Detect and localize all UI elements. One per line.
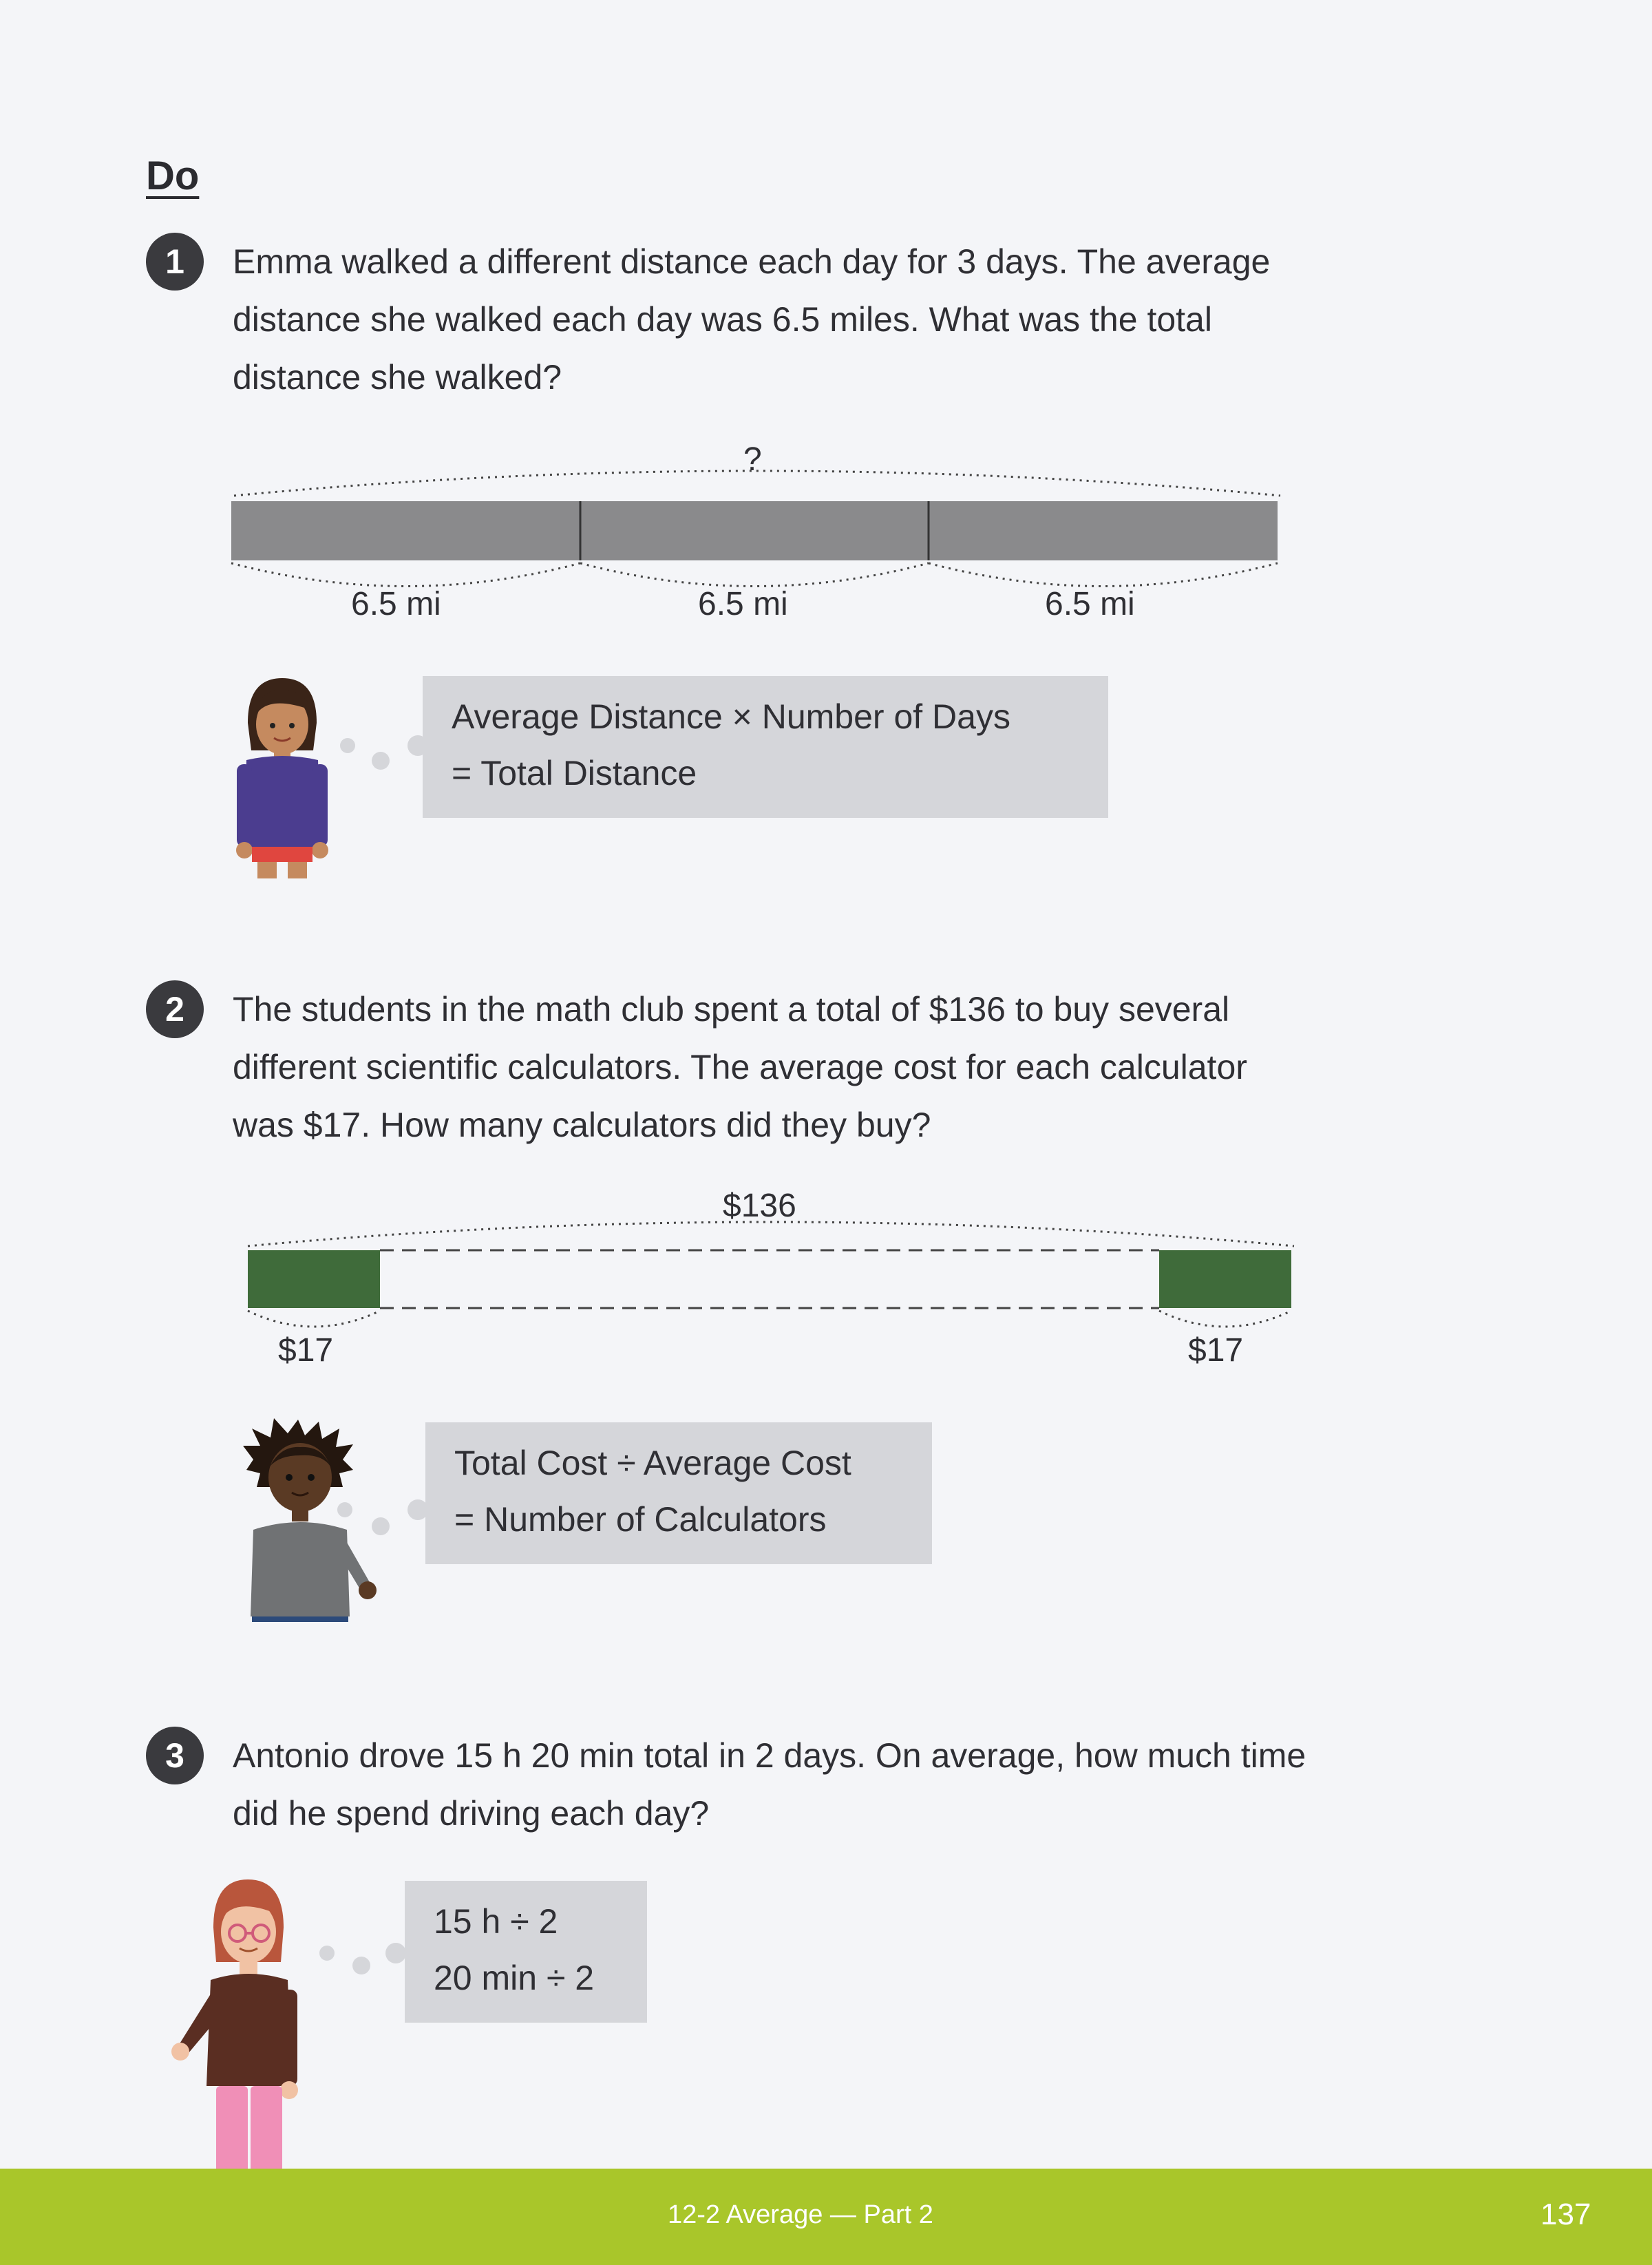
segment-brace <box>580 563 929 587</box>
question-3-text <box>233 1727 1306 1842</box>
formula-line: 20 min ÷ 2 <box>434 1959 595 1997</box>
boy-character-illustration <box>240 1418 384 1625</box>
thought-dot <box>372 752 390 770</box>
thought-dot <box>352 1957 370 1974</box>
segment-brace <box>1159 1311 1291 1327</box>
segment-brace <box>231 563 580 587</box>
formula-line: = Number of Calculators <box>454 1500 827 1539</box>
question-1-line: distance she walked? <box>233 358 562 397</box>
question-1-line: Emma walked a different distance each day for 3 days. The average <box>233 242 1271 281</box>
total-brace <box>248 1222 1294 1246</box>
footer-lesson-title: 12-2 Average — Part 2 <box>668 2200 933 2229</box>
girl-character-illustration <box>227 675 337 881</box>
bar-total-label: $136 <box>723 1188 796 1224</box>
question-3-line: did he spend driving each day? <box>233 1794 710 1833</box>
bar-total-label: ? <box>743 441 762 478</box>
bar-segment-last <box>1159 1250 1291 1308</box>
bar-model-1 <box>220 447 1294 599</box>
question-number-2: 2 <box>146 980 204 1038</box>
thought-dot <box>337 1502 352 1517</box>
thought-dot <box>319 1946 335 1961</box>
thought-dot <box>385 1943 406 1963</box>
question-2-line: different scientific calculators. The average cost for each calculator <box>233 1048 1247 1086</box>
segment-label: $17 <box>1188 1332 1244 1369</box>
formula-line: Average Distance × Number of Days <box>452 697 1010 736</box>
formula-line: = Total Distance <box>452 754 697 792</box>
thought-dot <box>340 738 355 753</box>
question-number-3: 3 <box>146 1727 204 1784</box>
segment-label: 6.5 mi <box>351 586 441 622</box>
question-2-text <box>233 980 1247 1154</box>
question-1-text <box>233 233 1270 406</box>
question-number-1: 1 <box>146 233 204 291</box>
section-heading: Do <box>146 154 200 198</box>
bar-segment-first <box>248 1250 380 1308</box>
question-2-line: The students in the math club spent a total of $136 to buy several <box>233 990 1230 1029</box>
formula-line: 15 h ÷ 2 <box>434 1902 558 1941</box>
bar-model-2 <box>234 1198 1308 1336</box>
question-3-line: Antonio drove 15 h 20 min total in 2 days. On average, how much time <box>233 1736 1306 1775</box>
question-2-line: was $17. How many calculators did they buy? <box>233 1106 931 1144</box>
thought-bubble-formula-1 <box>423 676 1108 818</box>
thought-bubble-formula-2 <box>425 1422 932 1564</box>
segment-label: $17 <box>278 1332 334 1369</box>
segment-brace <box>248 1311 380 1327</box>
bar-segment <box>231 501 1278 560</box>
thought-bubble-formula-3 <box>405 1881 647 2023</box>
formula-line: Total Cost ÷ Average Cost <box>454 1444 851 1482</box>
page-number: 137 <box>1540 2198 1591 2231</box>
thought-dot <box>372 1517 390 1535</box>
segment-brace <box>929 563 1278 587</box>
total-brace <box>234 471 1280 496</box>
segment-label: 6.5 mi <box>1045 586 1135 622</box>
question-1-line: distance she walked each day was 6.5 miles. What was the total <box>233 300 1212 339</box>
segment-label: 6.5 mi <box>698 586 788 622</box>
